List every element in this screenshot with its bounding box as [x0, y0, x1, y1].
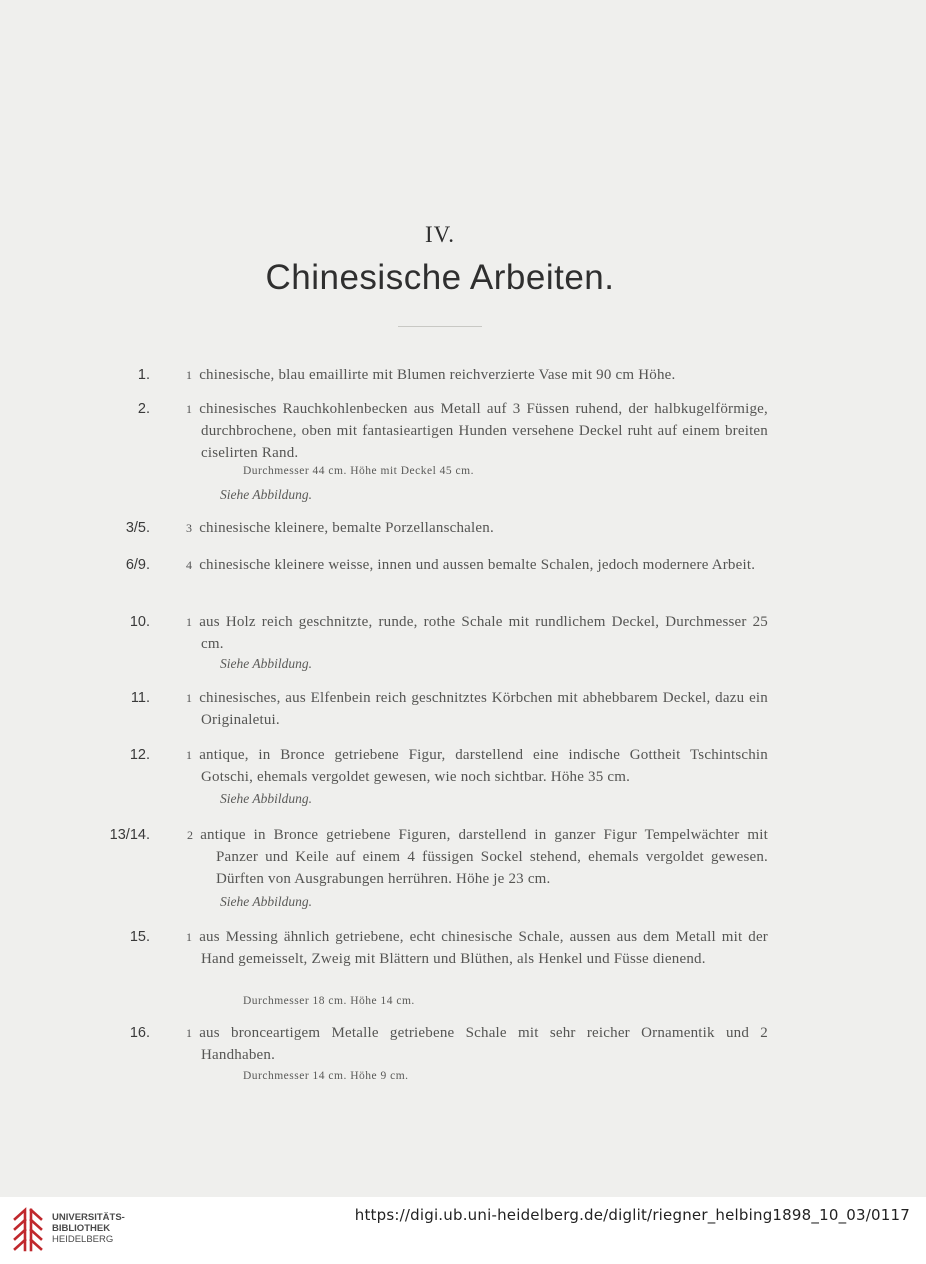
entry-quantity: 1 — [186, 1026, 193, 1040]
entry-text — [172, 744, 768, 788]
entry-text — [172, 517, 768, 539]
viewer-footer — [0, 1197, 926, 1264]
entry-description: antique, in Bronce getriebene Figur, darstellend eine indische Gottheit Tschintschin Gotschi, ehemals vergoldet gewesen, wie noch sichtbar. Höhe 35 cm. — [199, 747, 768, 785]
entry-quantity: 1 — [186, 748, 193, 762]
see-illustration: Siehe Abbildung. — [220, 894, 312, 909]
entry-description: chinesische, blau emaillirte mit Blumen reichverzierte Vase mit 90 cm Höhe. — [199, 367, 676, 383]
entry-number: 15. — [129, 929, 150, 945]
entry-text — [172, 554, 768, 576]
entry-text — [172, 364, 768, 386]
entry-text — [172, 687, 768, 731]
see-illustration: Siehe Abbildung. — [220, 791, 312, 806]
entry-quantity: 1 — [186, 368, 193, 382]
entry-quantity: 2 — [187, 828, 194, 842]
entry-description: aus bronceartigem Metalle getriebene Schale mit sehr reicher Ornamentik und 2 Handhaben. — [199, 1025, 768, 1063]
entry-description: chinesisches, aus Elfenbein reich geschnitztes Körbchen mit abhebbarem Deckel, dazu ein Originaletui. — [199, 690, 768, 728]
entry-description: chinesische kleinere, bemalte Porzellanschalen. — [199, 520, 494, 536]
library-name-line: UNIVERSITÄTS- — [52, 1212, 125, 1223]
entry-text — [172, 1022, 768, 1066]
entry-number: 16. — [129, 1025, 150, 1041]
entry-description: aus Messing ähnlich getriebene, echt chinesische Schale, aussen aus dem Metall mit der Hand gemeisselt, Zweig mit Blättern und Blüthen, als Henkel und Füsse dienend. — [199, 929, 768, 967]
entry-quantity: 1 — [186, 615, 193, 629]
entry-description: chinesische kleinere weisse, innen und aussen bemalte Schalen, jedoch modernere Arbeit. — [199, 557, 756, 573]
permalink-url[interactable]: https://digi.ub.uni-heidelberg.de/diglit/riegner_helbing1898_10_03/0117 — [354, 1206, 910, 1224]
library-name[interactable] — [52, 1212, 125, 1245]
entry-number: 2. — [137, 401, 150, 417]
entry-number: 6/9. — [125, 557, 150, 573]
entry-text — [172, 398, 768, 464]
entry-description: chinesisches Rauchkohlenbecken aus Metall auf 3 Füssen ruhend, der halbkugelförmige, durchbrochene, oben mit fantasieartigen Hunden versehene Deckel ruht auf einem breiten ciselirten Rand. — [199, 401, 768, 461]
entry-quantity: 1 — [186, 402, 193, 416]
entry-quantity: 3 — [186, 521, 193, 535]
entry-measurements: Durchmesser 44 cm. Höhe mit Deckel 45 cm. — [243, 465, 474, 477]
entry-description: antique in Bronce getriebene Figuren, darstellend in ganzer Figur Tempelwächter mit Panzer und Keile auf einem 4 füssigen Sockel stehend, ehemals vergoldet gewesen. Dürften von Ausgrabungen herrühren. Höhe je 23 cm. — [200, 827, 768, 887]
entry-text — [172, 926, 768, 970]
entry-measurements: Durchmesser 14 cm. Höhe 9 cm. — [243, 1070, 409, 1082]
entry-number: 1. — [137, 367, 150, 383]
entry-number: 11. — [130, 690, 150, 706]
library-name-line: HEIDELBERG — [52, 1234, 114, 1245]
university-library-logo-icon[interactable] — [12, 1207, 44, 1253]
section-number: IV. — [424, 222, 456, 247]
entry-quantity: 4 — [186, 558, 193, 572]
entry-quantity: 1 — [186, 691, 193, 705]
section-title: Chinesische Arbeiten. — [265, 258, 615, 297]
entry-number: 3/5. — [125, 520, 150, 536]
see-illustration: Siehe Abbildung. — [220, 656, 312, 671]
entry-measurements: Durchmesser 18 cm. Höhe 14 cm. — [243, 995, 415, 1007]
entry-quantity: 1 — [186, 930, 193, 944]
entry-number: 12. — [129, 747, 150, 763]
entry-text — [172, 824, 768, 890]
library-name-line: BIBLIOTHEK — [52, 1223, 111, 1234]
title-divider — [398, 326, 482, 327]
see-illustration: Siehe Abbildung. — [220, 487, 312, 502]
entry-number: 10. — [129, 614, 150, 630]
entry-number: 13/14. — [109, 827, 150, 843]
entry-description: aus Holz reich geschnitzte, runde, rothe Schale mit rundlichem Deckel, Durchmesser 25 cm. — [199, 614, 768, 652]
entry-text — [172, 611, 768, 655]
